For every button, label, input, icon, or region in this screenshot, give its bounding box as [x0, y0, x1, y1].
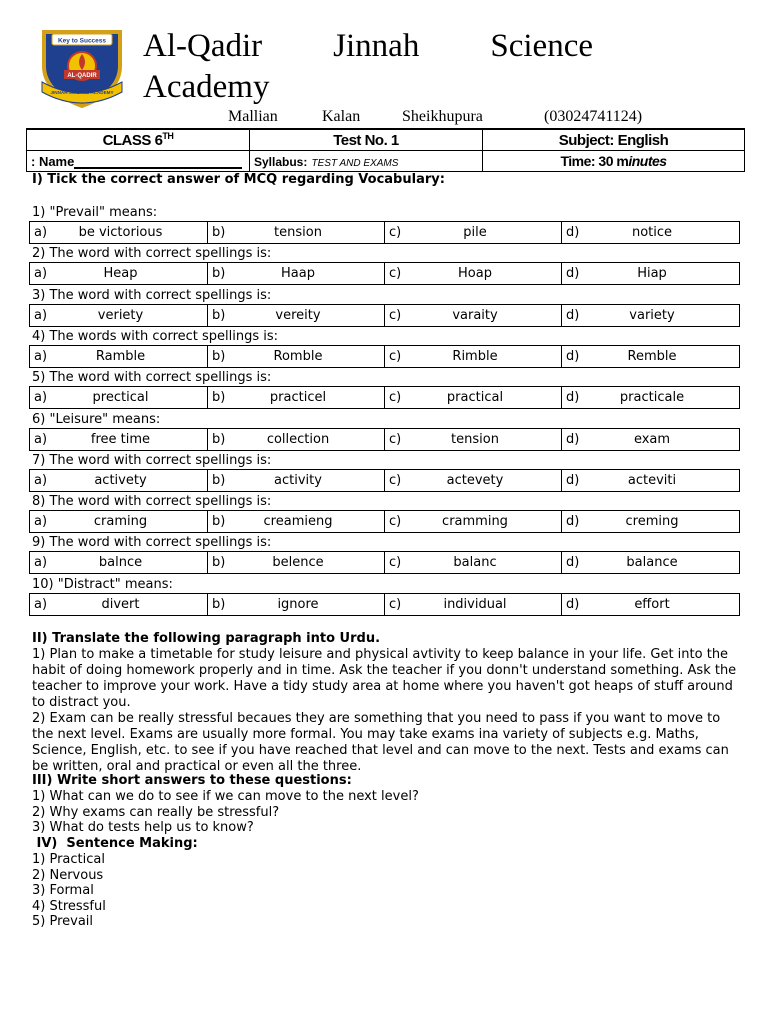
- mcq-option[interactable]: [30, 429, 207, 450]
- option-letter: a): [34, 307, 48, 323]
- option-text: creamieng: [263, 514, 333, 530]
- mcq-option[interactable]: [207, 346, 384, 367]
- option-text: actevety: [446, 472, 504, 488]
- option-letter: c): [389, 307, 402, 323]
- option-text: craming: [93, 514, 148, 530]
- option-letter: d): [566, 472, 580, 488]
- short-question-list: [32, 789, 419, 836]
- mcq-question: 3) The word with correct spellings is:: [32, 287, 272, 303]
- class-sup: TH: [162, 131, 174, 141]
- option-letter: d): [566, 390, 580, 406]
- subject-label: Subject: English: [483, 129, 745, 151]
- option-text: Heap: [103, 266, 138, 282]
- name-blank-line[interactable]: [74, 155, 242, 169]
- option-letter: b): [212, 431, 226, 447]
- option-text: exam: [633, 431, 671, 447]
- option-letter: d): [566, 514, 580, 530]
- mcq-option[interactable]: [384, 552, 561, 573]
- mcq-option[interactable]: [384, 263, 561, 284]
- option-letter: c): [389, 266, 402, 282]
- syllabus-value: TEST AND EXAMS: [311, 157, 399, 169]
- short-question: 2) Why exams can really be stressful?: [32, 804, 280, 820]
- option-letter: b): [212, 514, 226, 530]
- option-text: notice: [631, 225, 673, 240]
- section2-title: II) Translate the following paragraph into Urdu.: [32, 631, 381, 646]
- mcq-option[interactable]: [30, 594, 207, 615]
- class-label: CLASS 6: [102, 132, 163, 149]
- option-text: creming: [625, 514, 679, 530]
- option-text: varaity: [452, 307, 498, 323]
- option-text: pile: [463, 225, 487, 240]
- option-text: practicale: [619, 390, 685, 406]
- option-text: activety: [94, 472, 147, 488]
- mcq-question: 8) The word with correct spellings is:: [32, 494, 272, 510]
- syllabus-label: Syllabus:: [254, 154, 308, 169]
- option-text: cramming: [442, 514, 508, 530]
- option-letter: a): [34, 390, 48, 406]
- option-letter: d): [566, 225, 580, 240]
- sentence-word: 5) Prevail: [32, 914, 94, 929]
- option-text: belence: [272, 555, 324, 571]
- option-letter: c): [389, 472, 402, 488]
- mcq-option[interactable]: [30, 511, 207, 532]
- mcq-option[interactable]: [207, 305, 384, 326]
- option-text: practicel: [269, 390, 327, 406]
- mcq-option[interactable]: [561, 552, 738, 573]
- option-text: vereity: [275, 307, 321, 323]
- mcq-question: 4) The words with correct spellings is:: [32, 328, 279, 344]
- mcq-options-row: [29, 386, 740, 409]
- mcq-options-row: [29, 551, 740, 574]
- mcq-options-row: [29, 221, 740, 244]
- option-text: Romble: [273, 348, 323, 364]
- option-text: balanc: [453, 555, 497, 571]
- mcq-option[interactable]: [207, 594, 384, 615]
- option-text: individual: [443, 596, 507, 612]
- option-text: Remble: [627, 348, 677, 364]
- mcq-options-row: [29, 593, 740, 616]
- school-name-line2: Academy: [143, 69, 270, 105]
- mcq-option[interactable]: [384, 594, 561, 615]
- option-letter: b): [212, 555, 226, 571]
- mcq-option[interactable]: [561, 346, 738, 367]
- sentence-word: 1) Practical: [32, 852, 105, 867]
- mcq-option[interactable]: [384, 511, 561, 532]
- address-part: Mallian: [228, 108, 278, 125]
- mcq-option[interactable]: [30, 387, 207, 408]
- option-letter: d): [566, 266, 580, 282]
- mcq-option[interactable]: [384, 429, 561, 450]
- section1-title: I) Tick the correct answer of MCQ regarding Vocabulary:: [32, 172, 445, 187]
- option-text: tension: [451, 431, 499, 447]
- option-letter: a): [34, 348, 48, 364]
- mcq-options-row: [29, 304, 740, 327]
- mcq-question: 10) "Distract" means:: [32, 576, 173, 592]
- mcq-options-row: [29, 262, 740, 285]
- phone-number: (03024741124): [544, 108, 643, 125]
- option-letter: c): [389, 555, 402, 571]
- option-letter: a): [34, 431, 48, 447]
- option-text: collection: [266, 431, 330, 447]
- option-text: divert: [101, 596, 140, 612]
- mcq-option[interactable]: [30, 305, 207, 326]
- mcq-option[interactable]: [207, 222, 384, 243]
- option-letter: a): [34, 266, 48, 282]
- option-text: ignore: [277, 596, 319, 612]
- option-letter: a): [34, 225, 48, 240]
- option-text: balnce: [98, 555, 143, 571]
- mcq-option[interactable]: [207, 387, 384, 408]
- logo-text-mid: AL-QADIR: [67, 73, 97, 79]
- mcq-option[interactable]: [561, 511, 738, 532]
- mcq-option[interactable]: [384, 305, 561, 326]
- option-letter: b): [212, 225, 226, 240]
- mcq-question: 9) The word with correct spellings is:: [32, 535, 272, 551]
- mcq-option[interactable]: [30, 346, 207, 367]
- option-text: balance: [626, 555, 678, 571]
- mcq-option[interactable]: [384, 346, 561, 367]
- name-label: : Name: [31, 153, 75, 169]
- name-cell: [27, 151, 250, 172]
- translation-paragraph-2: 2) Exam can be really stressful becaues they are something that you need to pass if you want to move to the next level. Exams are usually more formal. You may take exams ina variety of subjects e.g. Maths, Science, English, etc. to see if you have reached that level and can move to the next. Tests and exams can be written, oral and practical or even all the three.: [32, 711, 729, 774]
- mcq-options-row: [29, 510, 740, 533]
- option-text: Ramble: [95, 348, 146, 364]
- mcq-option[interactable]: [561, 305, 738, 326]
- time-italic: inutes: [628, 153, 667, 169]
- mcq-question: 7) The word with correct spellings is:: [32, 452, 272, 468]
- address-part: Kalan: [322, 108, 361, 125]
- mcq-option[interactable]: [207, 511, 384, 532]
- option-text: Hoap: [458, 266, 492, 282]
- option-letter: d): [566, 596, 580, 612]
- mcq-option[interactable]: [384, 470, 561, 491]
- mcq-option[interactable]: [561, 222, 738, 243]
- option-text: Hiap: [637, 266, 667, 282]
- mcq-option[interactable]: [207, 429, 384, 450]
- mcq-option[interactable]: [30, 552, 207, 573]
- mcq-option[interactable]: [384, 387, 561, 408]
- option-letter: b): [212, 390, 226, 406]
- option-letter: c): [389, 514, 402, 530]
- mcq-option[interactable]: [207, 470, 384, 491]
- option-letter: d): [566, 307, 580, 323]
- sentence-word-list: [32, 852, 106, 930]
- option-letter: c): [389, 390, 402, 406]
- class-cell: [27, 129, 250, 151]
- short-question: 1) What can we do to see if we can move to the next level?: [32, 789, 419, 804]
- test-number: Test No. 1: [250, 129, 483, 151]
- mcq-option[interactable]: [207, 552, 384, 573]
- option-letter: b): [212, 266, 226, 282]
- time-cell: [483, 151, 745, 172]
- sentence-word: 3) Formal: [32, 883, 94, 898]
- option-text: acteviti: [627, 472, 677, 488]
- option-text: free time: [90, 431, 151, 447]
- option-letter: d): [566, 431, 580, 447]
- option-text: activity: [274, 472, 322, 488]
- mcq-option[interactable]: [561, 470, 738, 491]
- option-letter: a): [34, 472, 48, 488]
- option-letter: c): [389, 596, 402, 612]
- option-text: Rimble: [452, 348, 498, 364]
- option-letter: c): [389, 225, 402, 240]
- option-text: tension: [274, 225, 322, 240]
- option-text: effort: [634, 596, 670, 612]
- sentence-word: 4) Stressful: [32, 898, 106, 914]
- option-letter: a): [34, 555, 48, 571]
- mcq-option[interactable]: [561, 429, 738, 450]
- option-letter: c): [389, 431, 402, 447]
- mcq-options-row: [29, 469, 740, 492]
- mcq-option[interactable]: [207, 263, 384, 284]
- option-text: veriety: [97, 307, 144, 323]
- option-letter: d): [566, 555, 580, 571]
- option-letter: a): [34, 514, 48, 530]
- mcq-question: 6) "Leisure" means:: [32, 411, 161, 427]
- school-name-line1: Al-Qadir Jinnah Science: [143, 28, 593, 64]
- time-label: Time: 30 m: [560, 153, 629, 169]
- option-text: Haap: [281, 266, 315, 282]
- mcq-option[interactable]: [561, 263, 738, 284]
- school-name: [143, 26, 593, 108]
- mcq-option[interactable]: [384, 222, 561, 243]
- mcq-option[interactable]: [30, 222, 207, 243]
- syllabus-cell: [250, 151, 483, 172]
- section3-title: III) Write short answers to these questions:: [32, 773, 352, 788]
- option-text: prectical: [92, 390, 149, 406]
- mcq-options-row: [29, 345, 740, 368]
- short-question: 3) What do tests help us to know?: [32, 820, 254, 835]
- mcq-question: 1) "Prevail" means:: [32, 205, 158, 220]
- option-letter: a): [34, 596, 48, 612]
- option-letter: d): [566, 348, 580, 364]
- section4-title: IV) Sentence Making:: [32, 836, 198, 851]
- mcq-option[interactable]: [30, 470, 207, 491]
- option-letter: b): [212, 307, 226, 323]
- mcq-option[interactable]: [561, 594, 738, 615]
- logo-text-top: Key to Success: [57, 37, 107, 45]
- address-part: Sheikhupura: [402, 108, 483, 125]
- mcq-option[interactable]: [30, 263, 207, 284]
- academy-logo: [36, 26, 128, 108]
- sentence-word: 2) Nervous: [32, 867, 104, 883]
- mcq-question: 2) The word with correct spellings is:: [32, 246, 272, 262]
- option-letter: b): [212, 472, 226, 488]
- option-letter: c): [389, 348, 402, 364]
- test-info-table: [26, 128, 745, 172]
- option-text: variety: [629, 307, 675, 323]
- option-text: be victorious: [78, 225, 163, 240]
- mcq-question: 5) The word with correct spellings is:: [32, 370, 272, 386]
- option-letter: b): [212, 348, 226, 364]
- mcq-options-row: [29, 428, 740, 451]
- option-letter: b): [212, 596, 226, 612]
- logo-text-bottom: JINNAH SCIENCE ACADEMY: [50, 90, 114, 95]
- translation-paragraph-1: 1) Plan to make a timetable for study leisure and physical avtivity to keep balance in your life. Get into the habit of doing homework properly and in time. Ask the teacher if you donn't understand something. Ask the teacher to improve your work. Have a tidy study area at home where you haven't got heaps of stuff around to distract you.: [32, 647, 737, 710]
- mcq-option[interactable]: [561, 387, 738, 408]
- option-text: practical: [446, 390, 504, 406]
